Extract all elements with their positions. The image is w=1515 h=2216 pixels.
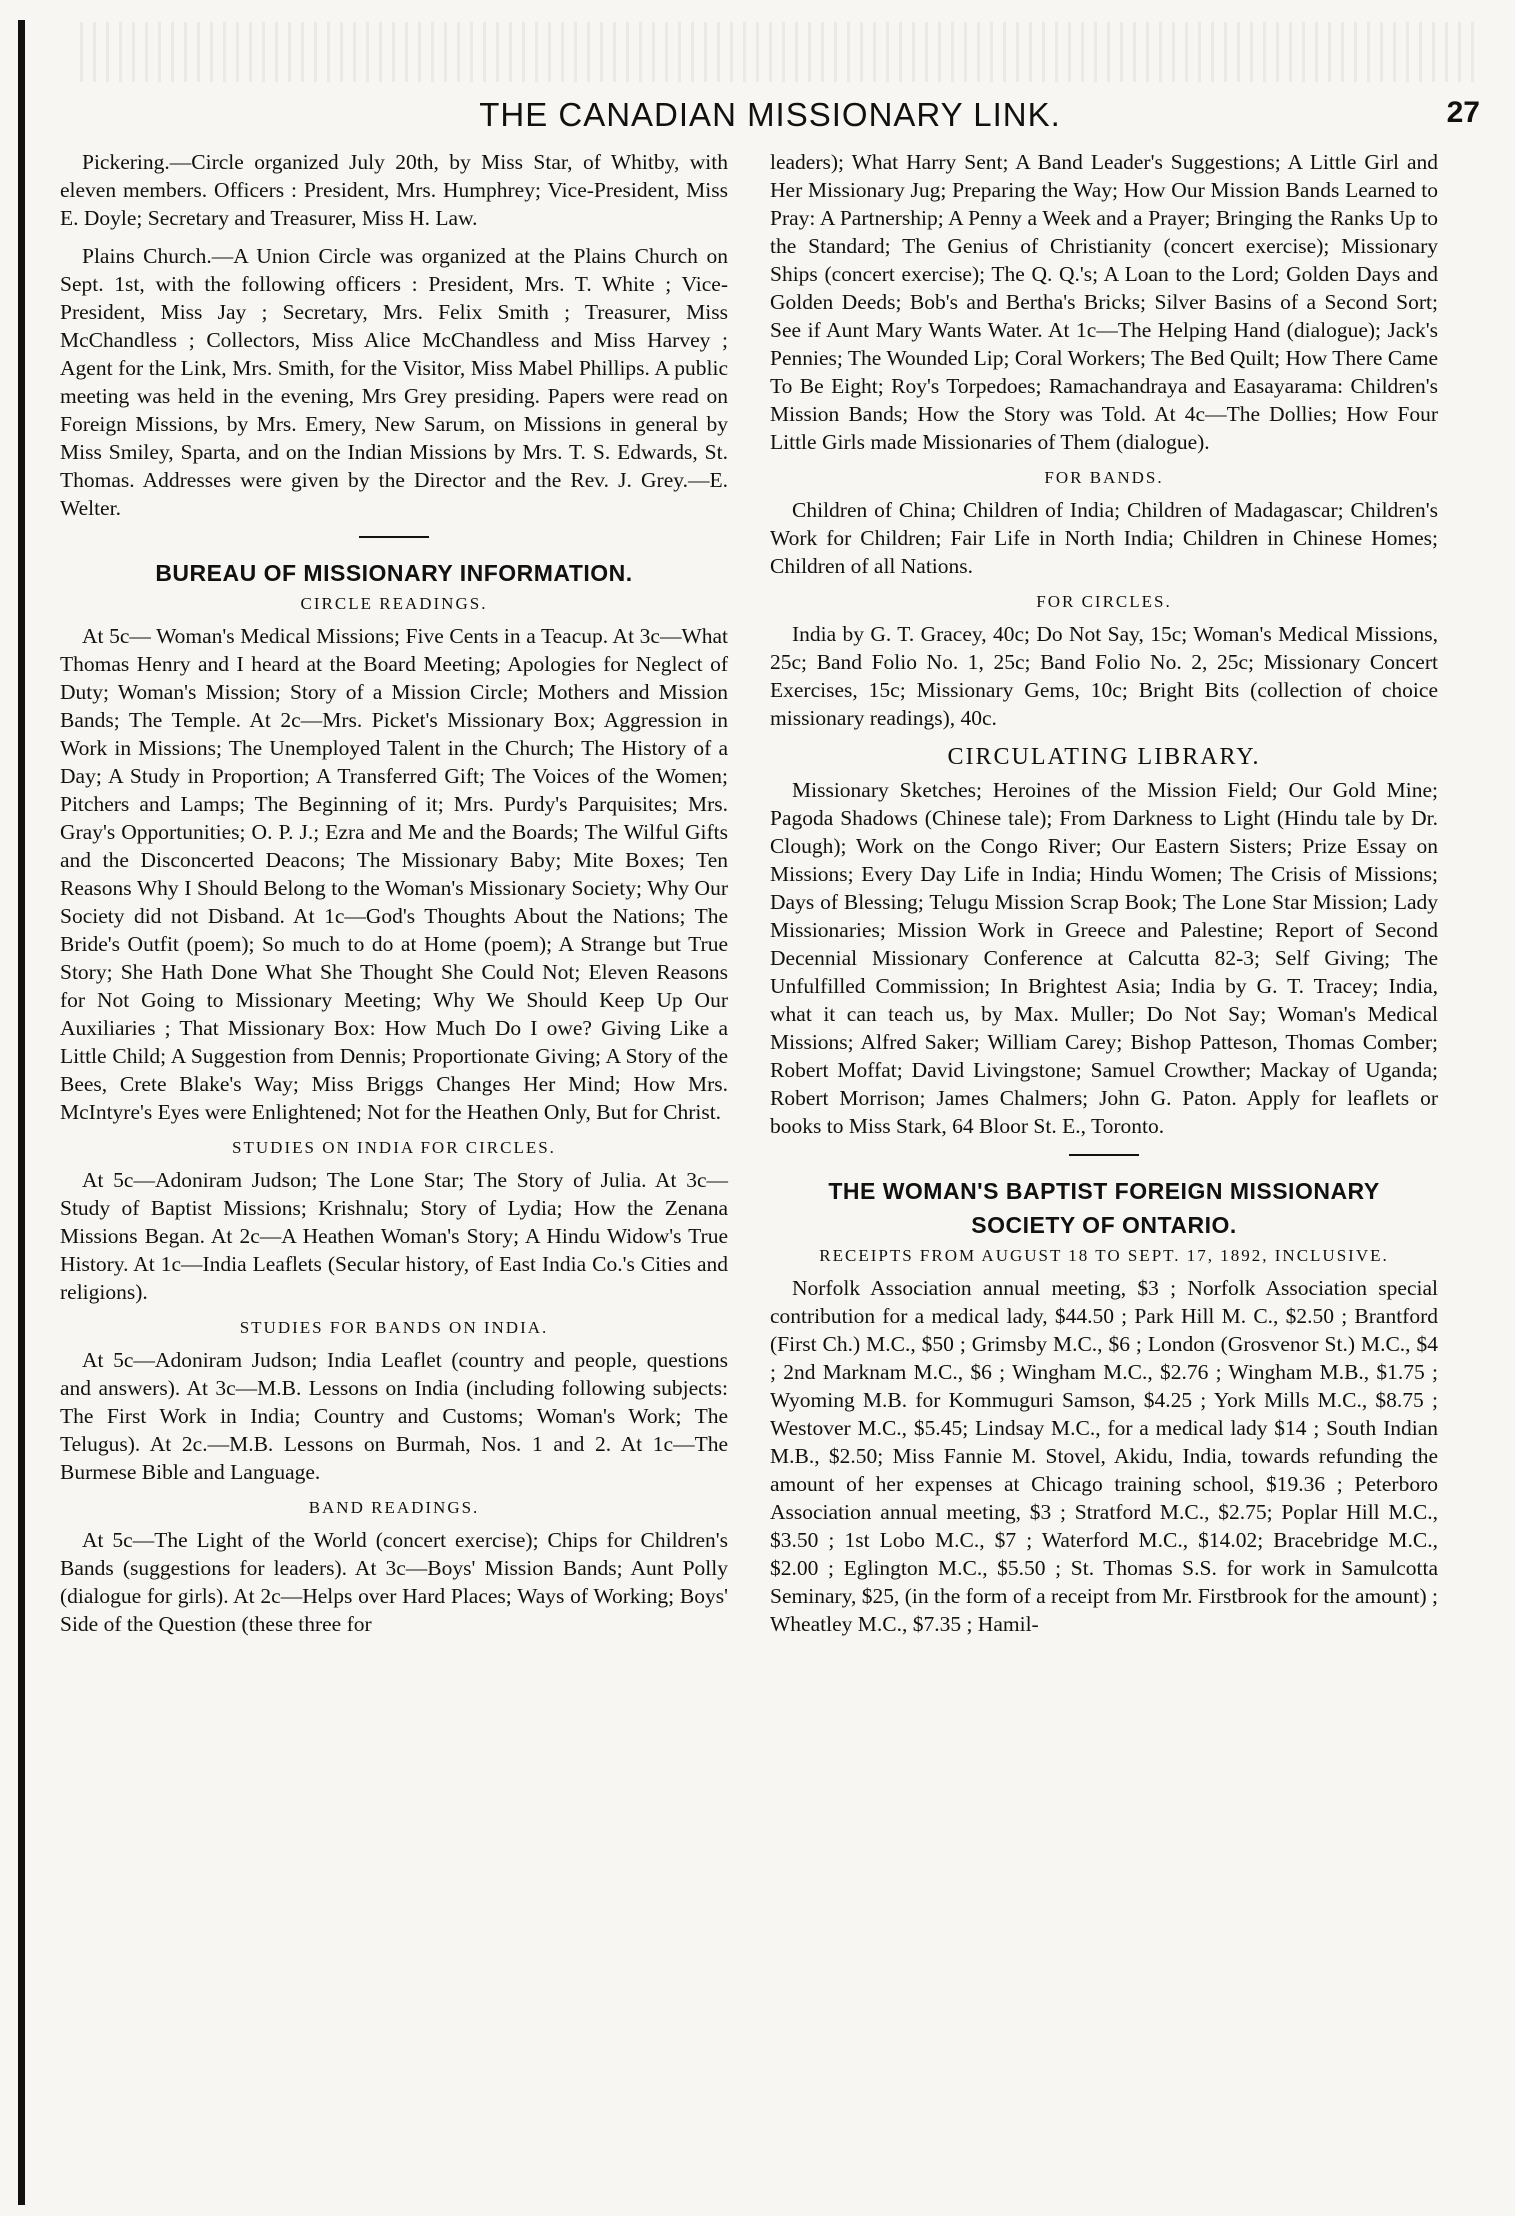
society-title-line2: SOCIETY OF ONTARIO. <box>971 1212 1237 1238</box>
plains-church-notice: Plains Church.—A Union Circle was organized at the Plains Church on Sept. 1st, with the following officers : President, Mrs. T. White ; Vice-President, Miss Jay ; Secretary, Mrs. Felix Smith ; Treasurer, Miss McChandless ; Collectors, Miss Alice McChandless and Miss Harvey ; Agent for the Link, Mrs. Smith, for the Visitor, Miss Mabel Phillips. A public meeting was held in the evening, Mrs Grey presiding. Papers were read on Foreign Missions, by Mrs. Emery, New Sarum, on Missions in general by Miss Smiley, Sparta, and on the Indian Missions by Mrs. T. S. Edwards, St. Thomas. Addresses were given by the Director and the Rev. J. Grey.—E. Welter. <box>60 244 728 520</box>
circulating-library-heading: CIRCULATING LIBRARY. <box>947 744 1261 770</box>
studies-bands-text: At 5c—Adoniram Judson; India Leaflet (country and people, questions and answers). At 3c—M.B. Lessons on India (including following subjects: The First Work in India; Country and Customs; Woman's Work; The Telugus). At 2c.—M.B. Lessons on Burmah, Nos. 1 and 2. At 1c—The Burmese Bible and Language. <box>60 1348 728 1484</box>
for-circles-heading: FOR CIRCLES. <box>1036 592 1172 611</box>
left-column <box>60 148 728 1648</box>
band-readings-heading: BAND READINGS. <box>308 1498 480 1517</box>
for-bands-text: Children of China; Children of India; Children of Madagascar; Children's Work for Children; Fair Life in North India; Children in Chinese Homes; Children of all Nations. <box>770 498 1438 578</box>
for-bands-heading: FOR BANDS. <box>1044 468 1164 487</box>
studies-circles-heading: STUDIES ON INDIA FOR CIRCLES. <box>232 1138 556 1157</box>
society-title-line1: THE WOMAN'S BAPTIST FOREIGN MISSIONARY <box>828 1178 1380 1204</box>
section-divider <box>359 536 429 538</box>
studies-circles-text: At 5c—Adoniram Judson; The Lone Star; The Story of Julia. At 3c—Study of Baptist Missions; Krishnalu; Story of Lydia; How the Zenana Missions Began. At 2c—A Heathen Woman's Story; A Hindu Widow's True History. At 1c—India Leaflets (Secular history, of East India Co.'s Cities and religions). <box>60 1168 728 1304</box>
page-number: 27 <box>1446 96 1480 129</box>
receipts-text: Norfolk Association annual meeting, $3 ; Norfolk Association special contribution for a medical lady, $44.50 ; Park Hill M. C., $2.50 ; Brantford (First Ch.) M.C., $50 ; Grimsby M.C., $6 ; London (Grosvenor St.) M.C., $4 ; 2nd Marknam M.C., $6 ; Wingham M.C., $2.76 ; Wingham M.B., $1.75 ; Wyoming M.B. for Kommuguri Samson, $4.25 ; York Mills M.C., $8.75 ; Westover M.C., $5.45; Lindsay M.C., for a medical lady $14 ; South Indian M.B., $2.50; Miss Fannie M. Stovel, Akidu, India, towards refunding the amount of her expenses at Chicago training school, $19.36 ; Peterboro Association annual meeting, $3 ; Stratford M.C., $2.75; Poplar Hill M.C., $3.50 ; 1st Lobo M.C., $7 ; Waterford M.C., $14.02; Bracebridge M.C., $2.00 ; Eglington M.C., $5.50 ; St. Thomas S.S. for work in Samulcotta Seminary, $25, (in the form of a receipt from Mr. Firstbrook for the amount) ; Wheatley M.C., $7.35 ; Hamil- <box>770 1276 1438 1636</box>
section-divider-right <box>1069 1154 1139 1156</box>
page-header <box>60 92 1480 138</box>
bureau-title: BUREAU OF MISSIONARY INFORMATION. <box>155 560 633 586</box>
pickering-notice: Pickering.—Circle organized July 20th, by Miss Star, of Whitby, with eleven members. Officers : President, Mrs. Humphrey; Vice-President, Miss E. Doyle; Secretary and Treasurer, Miss H. Law. <box>60 150 728 230</box>
band-readings-continued: leaders); What Harry Sent; A Band Leader's Suggestions; A Little Girl and Her Missionary Jug; Preparing the Way; How Our Mission Bands Learned to Pray: A Partnership; A Penny a Week and a Prayer; Bringing the Ranks Up to the Standard; The Genius of Christianity (concert exercise); Missionary Ships (concert exercise); The Q. Q.'s; A Loan to the Lord; Golden Days and Golden Deeds; Bob's and Bertha's Bricks; Silver Basins of a Second Sort; See if Aunt Mary Wants Water. At 1c—The Helping Hand (dialogue); Jack's Pennies; The Wounded Lip; Coral Workers; The Bed Quilt; How There Came To Be Eight; Roy's Torpedoes; Ramachandraya and Easayarama: Children's Mission Bands; How the Story was Told. At 4c—The Dollies; How Four Little Girls made Missionaries of Them (dialogue). <box>770 150 1438 454</box>
print-noise <box>80 22 1480 82</box>
band-readings-text: At 5c—The Light of the World (concert exercise); Chips for Children's Bands (suggestions for leaders). At 3c—Boys' Mission Bands; Aunt Polly (dialogue for girls). At 2c—Helps over Hard Places; Ways of Working; Boys' Side of the Question (these three for <box>60 1528 728 1636</box>
studies-bands-heading: STUDIES FOR BANDS ON INDIA. <box>239 1318 549 1337</box>
page-edge-rule <box>18 20 25 2205</box>
circle-readings-heading: CIRCLE READINGS. <box>300 594 488 613</box>
right-column <box>770 148 1438 1648</box>
publication-title: THE CANADIAN MISSIONARY LINK. <box>479 96 1061 133</box>
receipts-heading: RECEIPTS FROM AUGUST 18 TO SEPT. 17, 1892, INCLUSIVE. <box>819 1246 1389 1265</box>
circulating-library-text: Missionary Sketches; Heroines of the Mission Field; Our Gold Mine; Pagoda Shadows (Chinese tale); From Darkness to Light (Hindu tale by Dr. Clough); Work on the Congo River; Our Eastern Sisters; Prize Essay on Missions; Every Day Life in India; Hindu Women; The Crisis of Missions; Days of Blessing; Telugu Mission Scrap Book; The Lone Star Mission; Lady Missionaries; Mission Work in Greece and Palestine; Report of Second Decennial Missionary Conference at Calcutta 82-3; Self Giving; The Unfulfilled Commission; In Brightest Asia; India by G. T. Tracey; India, what it can teach us, by Max. Muller; Do Not Say; Woman's Medical Missions; Alfred Saker; William Carey; Bishop Patteson, Thomas Comber; Robert Moffat; David Livingstone; Samuel Crowther; Mackay of Uganda; Robert Morrison; James Chalmers; John G. Paton. Apply for leaflets or books to Miss Stark, 64 Bloor St. E., Toronto. <box>770 778 1438 1138</box>
circle-readings-text: At 5c— Woman's Medical Missions; Five Cents in a Teacup. At 3c—What Thomas Henry and I heard at the Board Meeting; Apologies for Neglect of Duty; Woman's Mission; Story of a Mission Circle; Mothers and Mission Bands; The Temple. At 2c—Mrs. Picket's Missionary Box; Aggression in Work in Missions; The Unemployed Talent in the Church; The History of a Day; A Study in Proportion; A Transferred Gift; The Voices of the Women; Pitchers and Lamps; The Beginning of it; Mrs. Purdy's Parquisites; Mrs. Gray's Opportunities; O. P. J.; Ezra and Me and the Boards; The Wilful Gifts and the Disconcerted Deacons; The Missionary Baby; Mite Boxes; Ten Reasons Why I Should Belong to the Woman's Missionary Society; Why Our Society did not Disband. At 1c—God's Thoughts About the Nations; The Bride's Outfit (poem); So much to do at Home (poem); A Strange but True Story; She Hath Done What She Thought She Could Not; Eleven Reasons for Not Going to Missionary Meeting; Why We Should Keep Up Our Auxiliaries ; That Missionary Box: How Much Do I owe? Giving Like a Little Child; A Suggestion from Dennis; Proportionate Giving; A Story of the Bees, Crete Blake's Way; Miss Briggs Changes Her Mind; How Mrs. McIntyre's Eyes were Enlightened; Not for the Heathen Only, But for Christ. <box>60 624 728 1124</box>
for-circles-text: India by G. T. Gracey, 40c; Do Not Say, 15c; Woman's Medical Missions, 25c; Band Folio No. 1, 25c; Band Folio No. 2, 25c; Missionary Concert Exercises, 15c; Missionary Gems, 10c; Bright Bits (collection of choice missionary readings), 40c. <box>770 622 1438 730</box>
